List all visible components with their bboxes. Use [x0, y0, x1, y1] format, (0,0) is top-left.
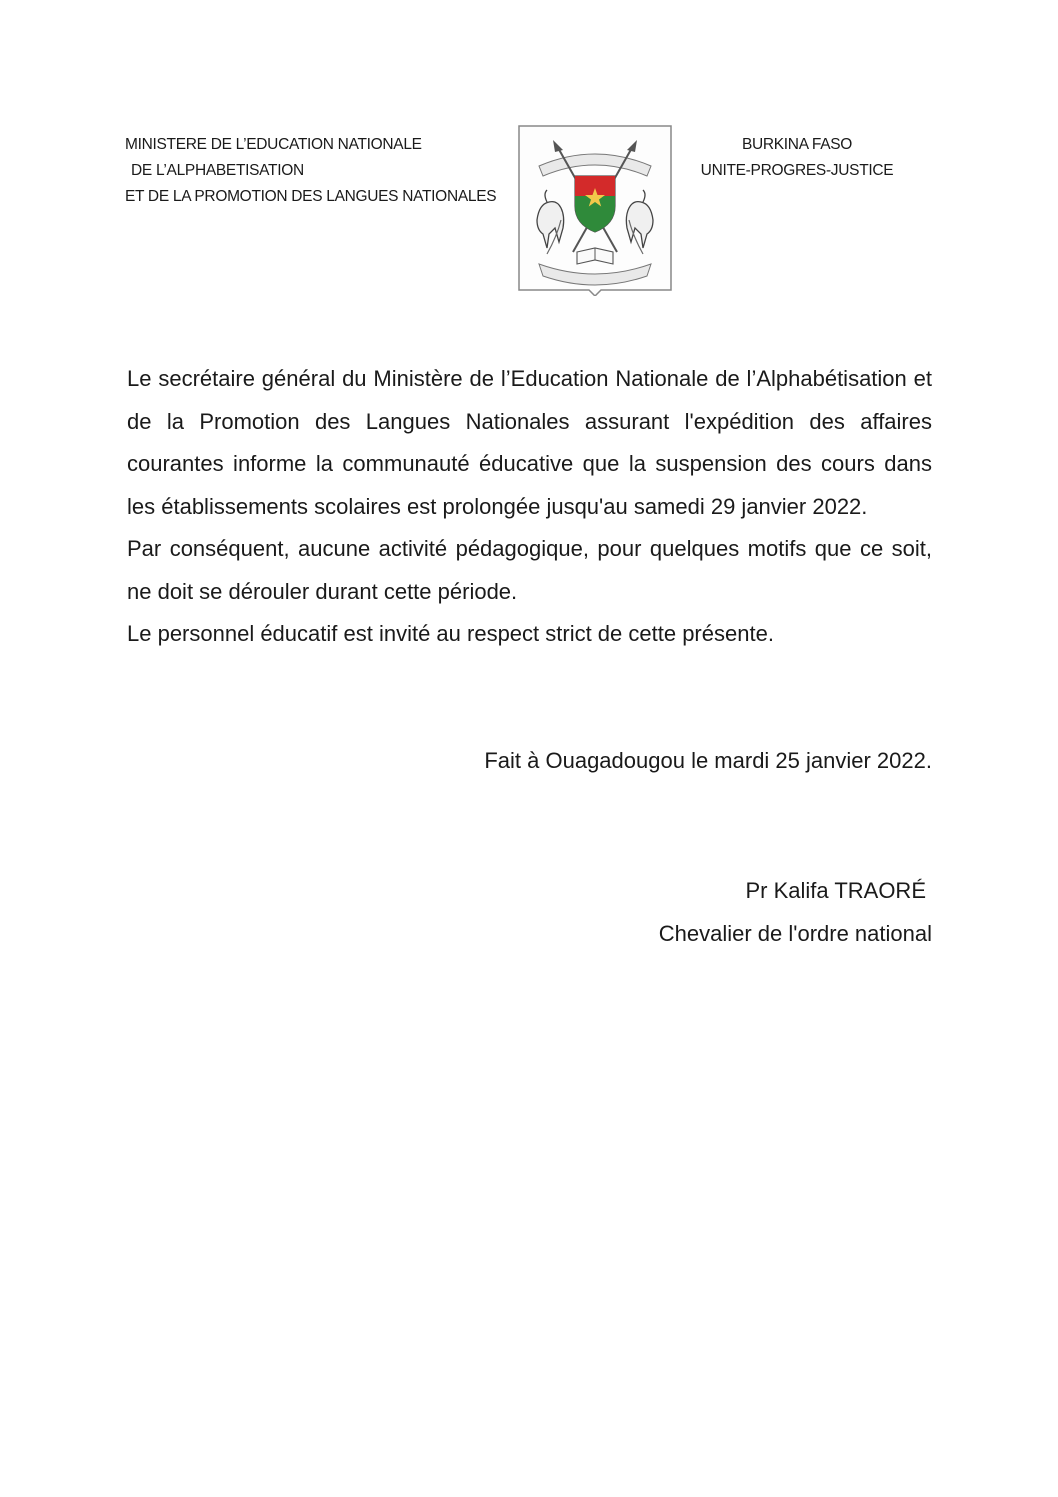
notice-paragraph-2: Par conséquent, aucune activité pédagogique, pour quelques motifs que ce soit, ne doit se dérouler durant cette période.: [127, 536, 932, 604]
ministry-line-3: ET DE LA PROMOTION DES LANGUES NATIONALES: [125, 188, 497, 205]
national-motto: UNITE-PROGRES-JUSTICE: [700, 162, 894, 179]
notice-body: [127, 358, 932, 656]
ministry-line-2: DE L’ALPHABETISATION: [131, 162, 304, 179]
country-name: BURKINA FASO: [741, 136, 853, 153]
notice-paragraph-3: Le personnel éducatif est invité au respect strict de cette présente.: [127, 621, 774, 646]
signer-title: Chevalier de l'ordre national: [658, 921, 932, 946]
signer-name: Pr Kalifa TRAORÉ: [745, 878, 926, 903]
coat-of-arms-icon: [517, 124, 673, 296]
ministry-line-1: MINISTERE DE L’EDUCATION NATIONALE: [125, 136, 422, 153]
ministry-header: [125, 132, 496, 210]
country-header: [690, 132, 904, 184]
notice-paragraph-1: Le secrétaire général du Ministère de l’Education Nationale de l’Alphabétisation et de la Promotion des Langues Nationales assurant l'expédition des affaires courantes informe la communauté éducative que la suspension des cours dans les établissements scolaires est prolongée jusqu'au samedi 29 janvier 2022.: [127, 366, 932, 519]
place-date: Fait à Ouagadougou le mardi 25 janvier 2022.: [484, 748, 932, 773]
